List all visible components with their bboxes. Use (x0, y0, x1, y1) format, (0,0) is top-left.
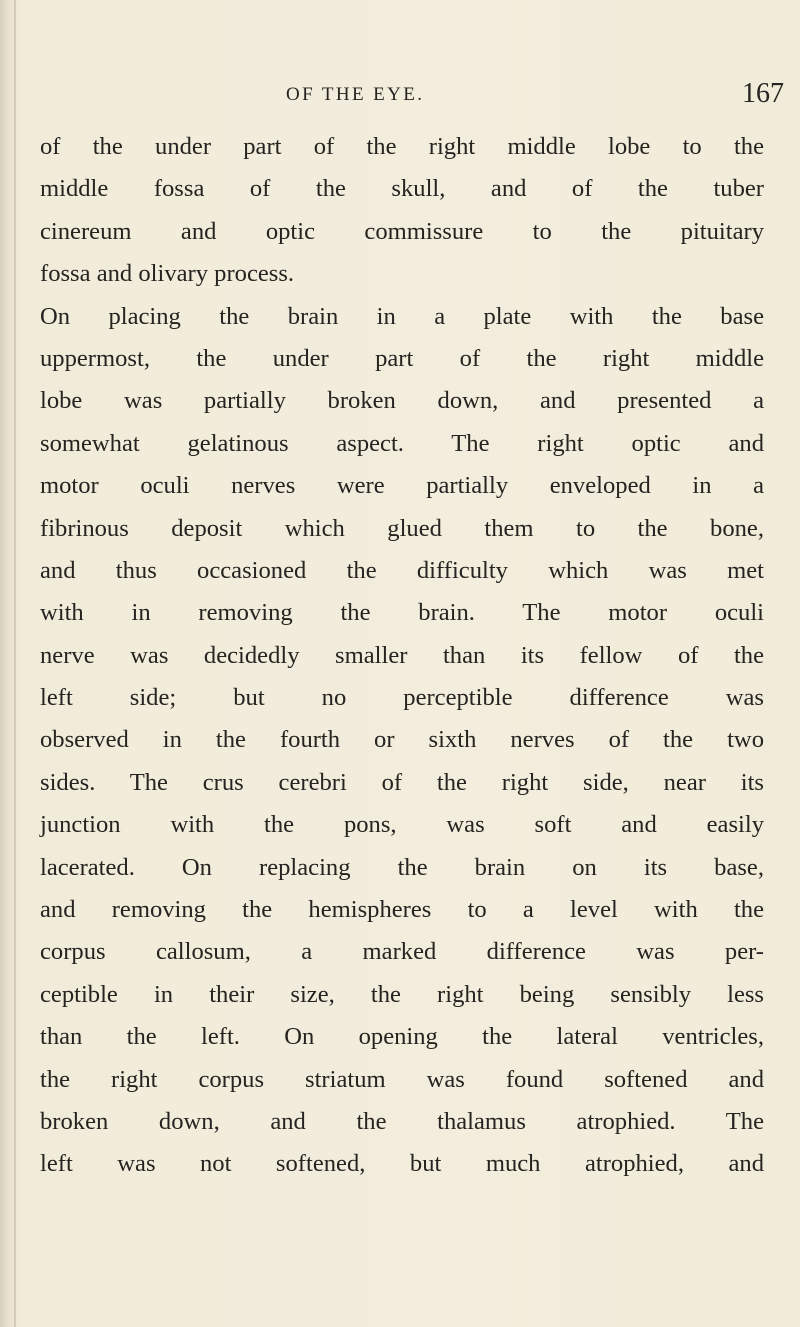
text-line: cinereum and optic commissure to the pituitary (40, 217, 764, 245)
text-line: left side; but no perceptible difference was (40, 684, 764, 712)
page-number: 167 (742, 78, 784, 109)
page-gutter (14, 0, 16, 1327)
running-title: OF THE EYE. (286, 84, 425, 105)
text-line: fibrinous deposit which glued them to the bone, (40, 514, 764, 542)
text-line: than the left. On opening the lateral ventricles, (40, 1023, 764, 1051)
text-line: middle fossa of the skull, and of the tuber (40, 175, 764, 203)
text-line: nerve was decidedly smaller than its fellow of the (40, 641, 764, 669)
body-text (40, 126, 764, 1186)
text-line: and removing the hemispheres to a level with the (40, 896, 764, 924)
text-line: somewhat gelatinous aspect. The right optic and (40, 429, 764, 457)
text-line: with in removing the brain. The motor oculi (40, 599, 764, 627)
text-line: and thus occasioned the difficulty which was met (40, 556, 764, 584)
running-head (0, 78, 800, 118)
text-line: corpus callosum, a marked difference was per- (40, 938, 764, 966)
text-line: ceptible in their size, the right being sensibly less (40, 980, 764, 1008)
text-line: junction with the pons, was soft and easily (40, 811, 764, 839)
text-line: observed in the fourth or sixth nerves of the two (40, 726, 764, 754)
text-line: uppermost, the under part of the right middle (40, 344, 764, 372)
text-line: motor oculi nerves were partially enveloped in a (40, 472, 764, 500)
text-line: sides. The crus cerebri of the right side, near its (40, 768, 764, 796)
text-line: left was not softened, but much atrophied, and (40, 1150, 764, 1178)
text-line: broken down, and the thalamus atrophied. The (40, 1107, 764, 1135)
text-line: lacerated. On replacing the brain on its base, (40, 853, 764, 881)
text-line: lobe was partially broken down, and presented a (40, 387, 764, 415)
text-line: fossa and olivary process. (40, 260, 295, 288)
text-line: On placing the brain in a plate with the base (40, 302, 764, 330)
text-line: the right corpus striatum was found softened and (40, 1065, 764, 1093)
text-line: of the under part of the right middle lobe to the (40, 133, 764, 160)
